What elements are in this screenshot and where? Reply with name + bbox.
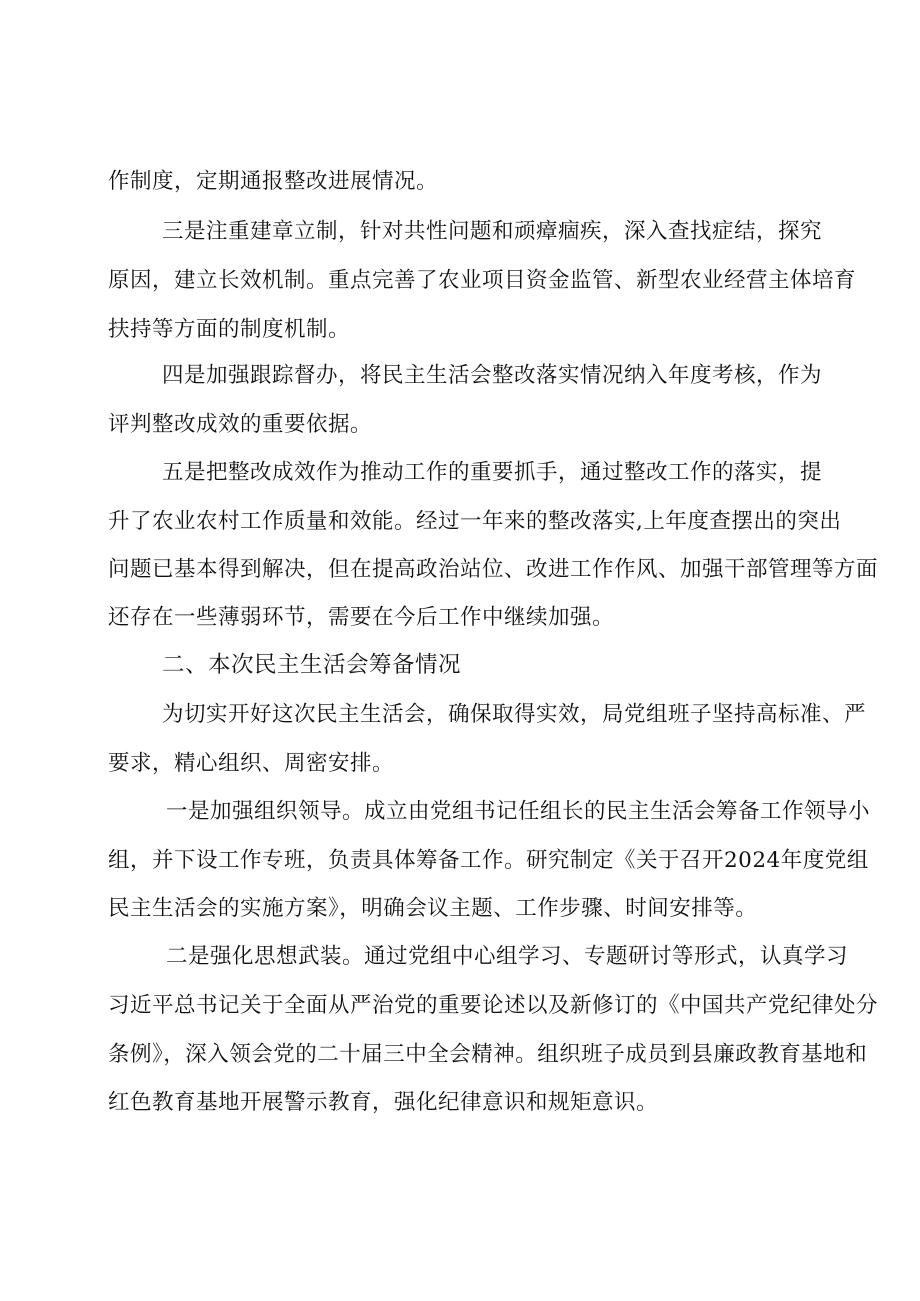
section-heading: 二、本次民主生活会筹备情况 xyxy=(162,652,462,678)
paragraph-line: 扶持等方面的制度机制。 xyxy=(108,317,351,342)
paragraph-line xyxy=(166,942,848,972)
paragraph-line: 习近平总书记关于全面从严治党的重要论述以及新修订的《中国共产党纪律处分 xyxy=(108,993,879,1018)
paragraph-line: 评判整改成效的重要依据。 xyxy=(108,412,373,437)
paragraph-line: 要求，精心组织、周密安排。 xyxy=(108,751,395,776)
paragraph-line: 条例》，深入领会党的二十届三中全会精神。组织班子成员到县廉政教育基地和 xyxy=(108,1042,868,1067)
paragraph-line xyxy=(166,797,870,827)
paragraph-line: 原因，建立长效机制。重点完善了农业项目资金监管、新型农业经营主体培育 xyxy=(108,268,857,293)
paragraph-lead: 一是加强组织领导。 xyxy=(166,799,365,824)
paragraph-lead: 二是强化思想武装。 xyxy=(166,944,365,969)
paragraph-line: 为切实开好这次民主生活会，确保取得实效，局党组班子坚持高标准、严 xyxy=(162,702,867,727)
paragraph-line: 问题已基本得到解决，但在提高政治站位、改进工作作风、加强干部管理等方面 xyxy=(108,557,879,582)
paragraph-line: 组，并下设工作专班，负责具体筹备工作。研究制定《关于召开2024年度党组 xyxy=(108,848,869,873)
paragraph-line: 还存在一些薄弱环节，需要在今后工作中继续加强。 xyxy=(108,605,615,630)
paragraph-line: 红色教育基地开展警示教育，强化纪律意识和规矩意识。 xyxy=(108,1090,659,1115)
paragraph-text: 通过党组中心组学习、专题研讨等形式，认真学习 xyxy=(364,944,849,969)
paragraph-line: 三是注重建章立制，针对共性问题和顽瘴痼疾，深入查找症结，探究 xyxy=(162,219,823,244)
paragraph-line: 四是加强跟踪督办，将民主生活会整改落实情况纳入年度考核，作为 xyxy=(162,363,823,388)
paragraph-line: 五是把整改成效作为推动工作的重要抓手，通过整改工作的落实，提 xyxy=(162,460,823,485)
paragraph-text: 成立由党组书记任组长的民主生活会筹备工作领导小 xyxy=(364,799,871,824)
paragraph-line: 民主生活会的实施方案》，明确会议主题、工作步骤、时间安排等。 xyxy=(108,896,758,921)
paragraph-line: 作制度，定期通报整改进展情况。 xyxy=(108,169,439,194)
paragraph-line: 升了农业农村工作质量和效能。经过一年来的整改落实,上年度查摆出的突出 xyxy=(108,509,842,534)
